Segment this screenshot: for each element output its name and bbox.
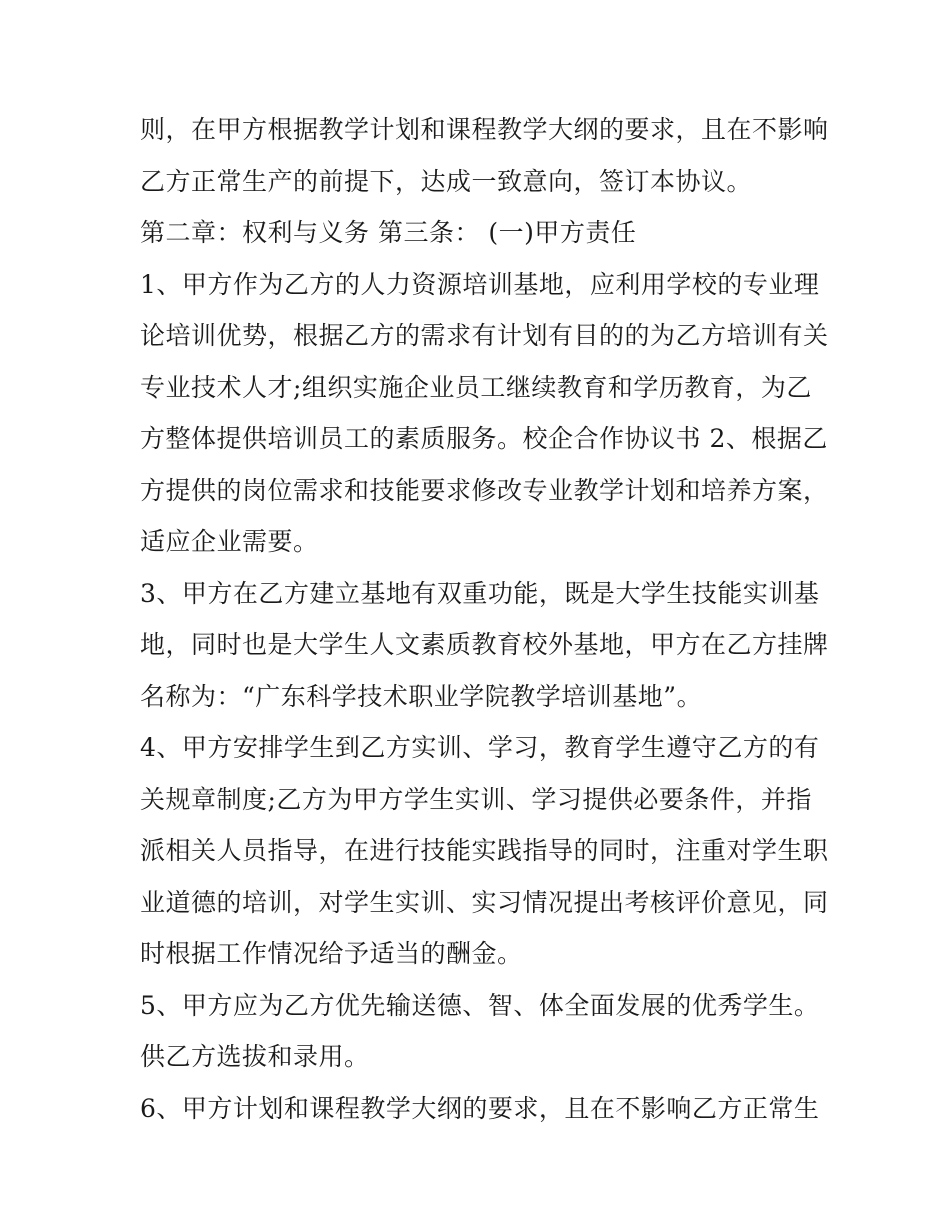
document-body	[140, 104, 829, 1134]
text-line: 方提供的岗位需求和技能要求修改专业教学计划和培养方案，	[140, 475, 829, 505]
text-line: 名称为：“广东科学技术职业学院教学培训基地”。	[140, 681, 703, 711]
text-line: 时根据工作情况给予适当的酬金。	[140, 939, 523, 968]
text-line: 适应企业需要。	[140, 527, 319, 556]
text-line: 5、甲方应为乙方优先输送德、智、体全面发展的优秀学生。	[140, 990, 820, 1020]
text-line: 6、甲方计划和课程教学大纲的要求，且在不影响乙方正常生	[140, 1093, 820, 1123]
text-line: 4、甲方安排学生到乙方实训、学习，教育学生遵守乙方的有	[140, 733, 820, 762]
text-line: 乙方正常生产的前提下，达成一致意向，签订本协议。	[140, 166, 753, 196]
text-line: 方整体提供培训员工的素质服务。校企合作协议书 2、根据乙	[140, 424, 828, 453]
text-line: 供乙方选拔和录用。	[140, 1042, 370, 1071]
text-line: 关规章制度;乙方为甲方学生实训、学习提供必要条件，并指	[140, 784, 812, 814]
text-line: 论培训优势，根据乙方的需求有计划有目的的为乙方培训有关	[140, 321, 829, 350]
text-line: 1、甲方作为乙方的人力资源培训基地，应利用学校的专业理	[140, 269, 820, 299]
text-line: 派相关人员指导，在进行技能实践指导的同时，注重对学生职	[140, 836, 829, 865]
chapter-heading-line: 第二章：权利与义务 第三条： (一)甲方责任	[140, 218, 637, 247]
text-line: 专业技术人才;组织实施企业员工继续教育和学历教育，为乙	[140, 372, 812, 402]
text-line: 业道德的培训，对学生实训、实习情况提出考核评价意见，同	[140, 887, 829, 917]
text-line: 3、甲方在乙方建立基地有双重功能，既是大学生技能实训基	[140, 578, 820, 608]
text-line: 则，在甲方根据教学计划和课程教学大纲的要求，且在不影响	[140, 115, 829, 144]
text-line: 地，同时也是大学生人文素质教育校外基地，甲方在乙方挂牌	[140, 630, 829, 659]
